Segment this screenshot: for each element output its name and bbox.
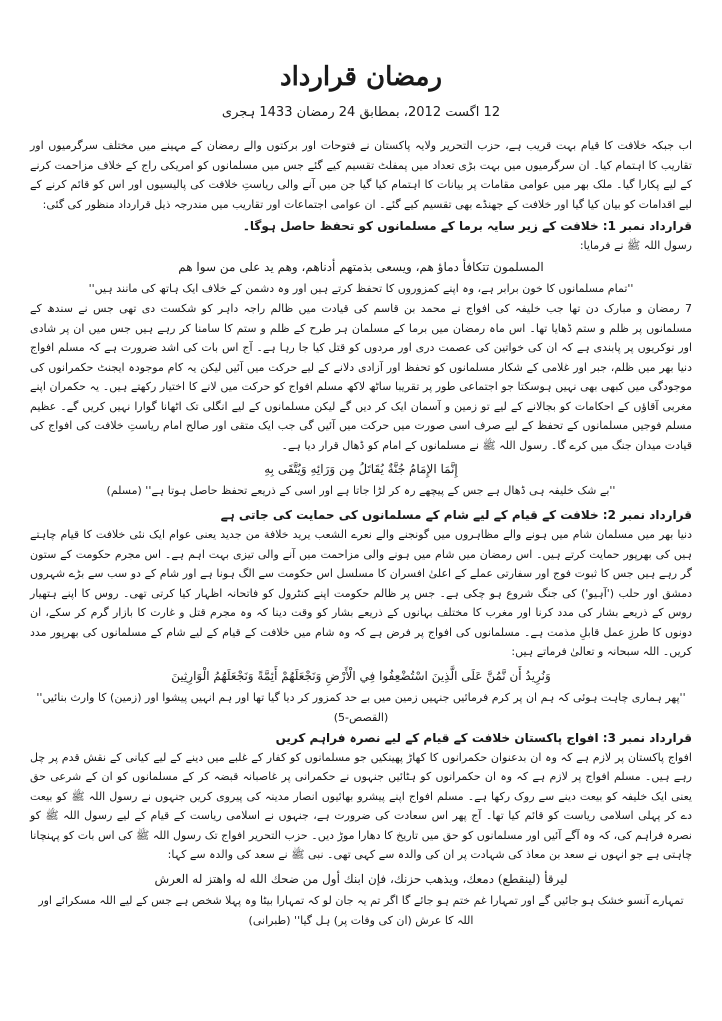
resolution-3-arabic-quote: ليرقأ (لينقطع) دمعك، ويذهب حزنك، فإن ابنك أول من ضحك الله له واهتز له العرش [154, 871, 568, 886]
resolution-2-heading: قرارداد نمبر 2: خلافت کے قیام کے لیے شام کے مسلمانوں کی حمایت کی جاتی ہے [220, 508, 692, 522]
hadith-translation: ''تمام مسلمانوں کا خون برابر ہے، وہ اپنے کمزوروں کا تحفظ کرتے ہیں اور وہ دشمن کے خلاف ایک ہاتھ کی مانند ہیں'' [88, 282, 634, 295]
hadith-intro: رسول اللہ ﷺ نے فرمایا: [579, 239, 692, 252]
document-title: رمضان قرارداد [279, 62, 443, 92]
resolution-1-body: 7 رمضان و مبارک دن تھا جب خلیفہ کی افواج نے محمد بن قاسم کی قیادت میں ظالم راجہ داہر کو شکست دی تھی جس نے سندھ کے مسلمانوں پر ظلم و ستم ڈھایا تھا۔ اس ماہ رمضان میں برما کے مسلمان ہر طرح کے ظلم و ستم کا سامنا کر رہے ہیں جس میں ان پر شادی اور نوکریوں پر پابندی ہے کہ ان کی خواتین کی عصمت دری اور مردوں کو قتل کیا جا رہا ہے۔ آج اس بات کی اشد ضرورت ہے کہ مسلم افواج دنیا بھر میں ظلم، جبر اور غلامی کے شکار مسلمانوں کو تحفظ اور آزادی دلانے کے لیے حرکت میں آئیں لیکن یہ کام موجودہ ایجنٹ حکمرانوں کی موجودگی میں کبھی بھی نہیں ہوسکتا جو اجتماعی طور پر تقریبا ساٹھ لاکھ مسلم افواج کو حرکت میں لانے کا اختیار رکھتے ہیں۔ یہ حکمران اپنے مغربی آقاؤں کے احکامات کو بجالانے کے لیے تو زمین و آسمان ایک کر دیں گے لیکن مسلمانوں کے لیے انگلی تک اٹھانا گوارا نہیں کریں گے۔ عظیم مسلم فوجیں مسلمانوں کے تحفظ کے لیے صرف اسی صورت میں حرکت میں آئیں گی جب ایک متقی اور صالح امام ریاستِ خلافت کی افواج کی قیادت میدان جنگ میں کرے گا۔ رسول اللہ ﷺ نے مسلمانوں کے امام کو ڈھال قرار دیا ہے۔ [30, 302, 692, 452]
date-line: 12 اگست 2012، بمطابق 24 رمضان 1433 ہجری [221, 105, 501, 120]
ayah-arabic: وَنُرِيدُ أَن نَّمُنَّ عَلَى الَّذِينَ اسْتُضْعِفُوا فِي الْأَرْضِ وَنَجْعَلَهُمْ أَئِمَّةً وَنَجْعَلَهُمُ الْوَارِثِينَ [171, 668, 551, 683]
ayah-translation: ''پھر ہماری چاہت ہوئی کہ ہم ان پر کرم فرمائیں جنہیں زمین میں بے حد کمزور کر دیا گیا تھا اور ہم انہیں پیشوا اور (زمین) کا وارث بنائیں'' (القصص-5) [36, 690, 686, 724]
resolution-3-translation: تمہارے آنسو خشک ہو جائیں گے اور تمہارا غم ختم ہو جائے گا اگر تم یہ جان لو کہ تمہارا بیٹا وہ پہلا شخص ہے جس کے لیے اللہ مسکرائے اور اللہ کا عرش (ان کی وفات پر) ہل گیا'' (طبرانی) [38, 893, 684, 927]
resolution-2-body: دنیا بھر میں مسلمان شام میں ہونے والے مظاہروں میں گونجنے والے نعرے الشعب يريد خلافة من جديد یعنی عوام ایک نئی خلافت کا قیام چاہتے ہیں کی بھرپور حمایت کرتے ہیں۔ اس رمضان میں شام میں ہونے والی مزاحمت میں آنے والی تیزی بہت اہم ہے۔ اس مجرم حکومت کے ستون گر رہے ہیں جس کا ثبوت فوج اور سفارتی عملے کے اعلیٰ افسران کا مسلسل اس حکومت سے الگ ہونا ہے اور شام کے دو سب سے بڑے شہروں دمشق اور حلب ('آہیو') کی جنگ شروع ہو چکی ہے۔ جس پر ظالم حکومت اپنے کنٹرول کو فاتحانہ اظہار کیا کرتی تھی۔ روس کا اپنے ہتھیار روس کے ذریعے بشار کی مدد کرنا اور مغرب کا مختلف بہانوں کے ذریعے بشار کو وقت دینا کہ وہ مجرم قتل و غارت کا بازار گرم کر سکے، ان دونوں کا طرزِ عمل قابلِ مذمت ہے۔ مسلمانوں کی افواج پر فرض ہے کہ وہ شام میں خلافت کے قیام کے لیے شام کے مسلمانوں کی بھرپور مدد کریں۔ اللہ سبحانہ و تعالیٰ فرماتے ہیں: [30, 528, 692, 658]
resolution-3-heading: قرارداد نمبر 3: افواج پاکستان خلافت کے قیام کے لیے نصرہ فراہم کریں [275, 730, 692, 745]
resolution-1-heading: قرارداد نمبر 1: خلافت کے زیر سایہ برما کے مسلمانوں کو تحفظ حاصل ہوگا۔ [242, 219, 692, 233]
intro-paragraph: اب جبکہ خلافت کا قیام بہت قریب ہے، حزب التحریر ولایہ پاکستان نے فتوحات اور برکتوں والے رمضان کے مہینے میں مختلف سرگرمیوں اور تقاریب کا اہتمام کیا۔ ان سرگرمیوں میں بہت بڑی تعداد میں پمفلٹ تقسیم کیے گئے جس میں مسلمانوں کو امریکی راج کے خلاف مزاحمت کرنے کے لیے پکارا گیا۔ ملک بھر میں عوامی مقامات پر بیانات کا اہتمام کیا گیا جن میں آنے والی ریاستِ خلافت کی پالیسیوں اور اس کو قائم کرنے کے لیے اقدامات کو بیان کیا گیا اور خلافت کے جھنڈے بھی تقسیم کیے گئے۔ ان عوامی اجتماعات اور تقاریب میں مندرجہ ذیل قرارداد منظور کی گئی: [30, 139, 692, 211]
hadith-arabic: المسلمون تتكافأ دماؤ هم، ويسعى بذمتهم أدناهم، وهم يد على من سوا هم [178, 260, 544, 274]
resolution-1-arabic-quote: إِنَّمَا الإِمَامُ جُنَّةٌ يُقَاتَلُ مِن وَرَائِهِ وَيُتَّقَى بِهِ [264, 462, 458, 476]
resolution-1-arabic-translation: ''بے شک خلیفہ ہی ڈھال ہے جس کے پیچھے رہ کر لڑا جاتا ہے اور اسی کے ذریعے تحفظ حاصل ہوتا ہے'' (مسلم) [106, 484, 616, 497]
resolution-3-body: افواج پاکستان پر لازم ہے کہ وہ ان بدعنوان حکمرانوں کا کھاڑ پھینکیں جو مسلمانوں کو کفار کے غلبے میں دینے کے لیے کیانی کے نقش قدم پر چل رہے ہیں۔ مسلم افواج پر لازم ہے کہ وہ ان حکمرانوں کو ہٹائیں جنہوں نے حکمرانی پر غاصبانہ قبضہ کر کے مسلمانوں کو ان کے شرعی حق یعنی ایک خلیفہ کو بیعت دینے سے روک رکھا ہے۔ مسلم افواج اپنے پیشرو بھائیوں انصار مدینہ کی پیروی کریں جنہوں نے رسول اللہ ﷺ کو بیعت دے کر پہلی اسلامی ریاست کو قائم کیا تھا۔ آج پھر اس سعادت کی ضرورت ہے، جنہوں نے اسلامی ریاست کے قیام کے لیے رسول اللہ ﷺ کو نصرہ فراہم کی، کہ وہ آگے آئیں اور مسلمانوں کو حق میں تاریخ کا دھارا موڑ دیں۔ حزب التحریر افواج تک رسول اللہ ﷺ کی اس بات کو پہنچانا چاہتی ہے جو انہوں نے سعد بن معاذ کی شہادت پر ان کی والدہ سے کہی تھی۔ نبی ﷺ نے سعد کی والدہ سے کہا: [30, 750, 692, 861]
